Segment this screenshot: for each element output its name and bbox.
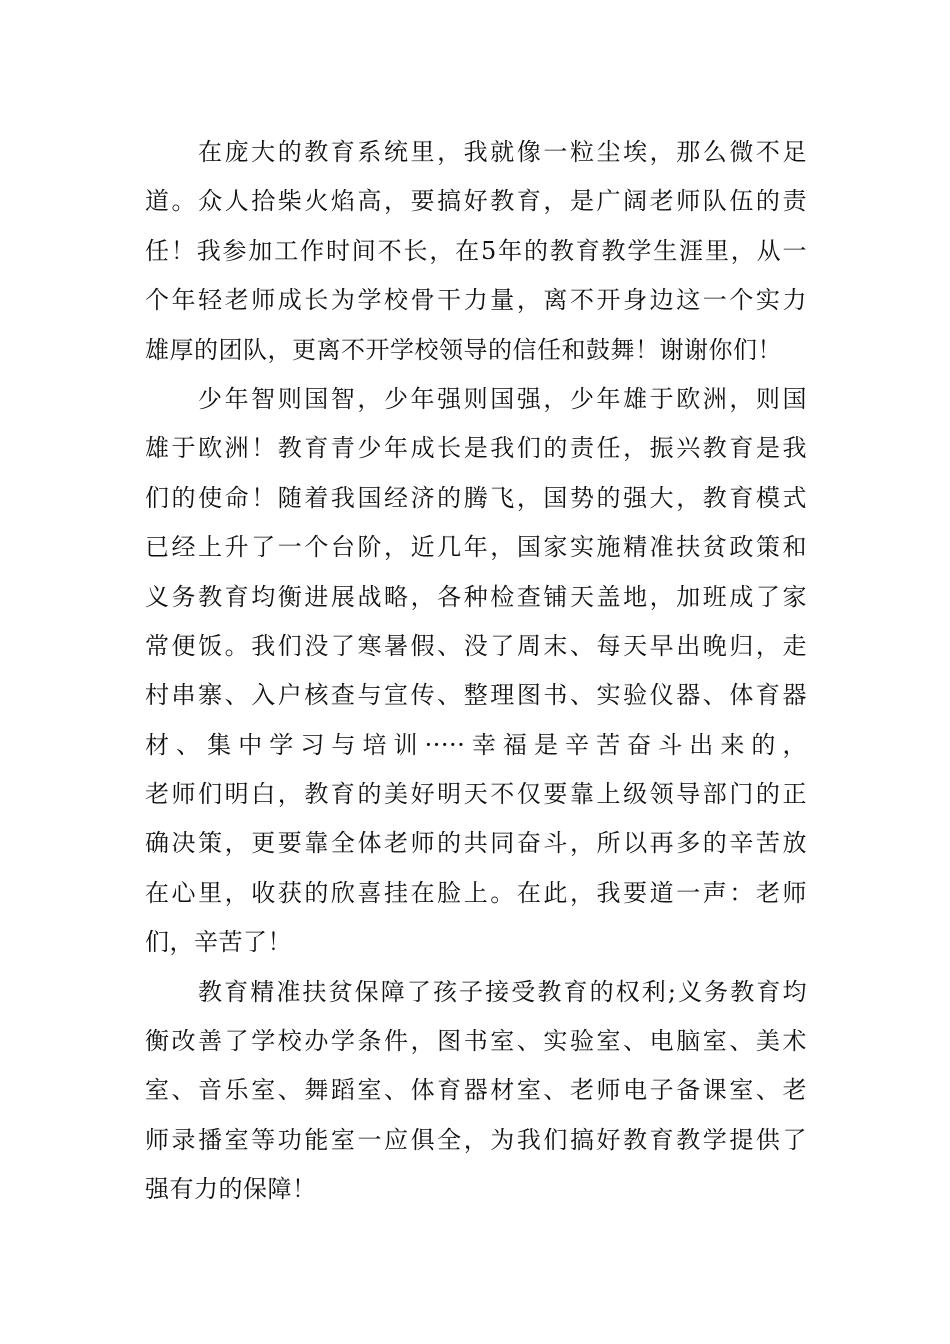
paragraph-line: 老师们明白，教育的美好明天不仅要靠上级领导部门的正 (145, 780, 807, 809)
paragraph-2 (145, 375, 807, 968)
paragraph-line: 们，辛苦了！ (145, 928, 292, 957)
paragraph-line: 村串寨、入户核查与宣传、整理图书、实验仪器、体育器 (145, 681, 807, 710)
paragraph-line: 雄于欧洲！教育青少年成长是我们的责任，振兴教育是我 (145, 434, 807, 463)
paragraph-line: 个年轻老师成长为学校骨干力量，离不开身边这一个实力 (145, 286, 807, 315)
paragraph-line: 们的使命！随着我国经济的腾飞，国势的强大，教育模式 (145, 483, 807, 512)
paragraph-line: 强有力的保障！ (145, 1175, 317, 1204)
paragraph-line: 道。众人拾柴火焰高，要搞好教育，是广阔老师队伍的责 (145, 187, 807, 216)
paragraph-line: 义务教育均衡进展战略，各种检查铺天盖地，加班成了家 (145, 582, 807, 611)
paragraph-line: 常便饭。我们没了寒暑假、没了周末、每天早出晚归，走 (145, 631, 807, 660)
paragraph-line: 确决策，更要靠全体老师的共同奋斗，所以再多的辛苦放 (145, 829, 807, 858)
paragraph-line: 任！我参加工作时间不长，在5年的教育教学生涯里，从一 (145, 236, 807, 265)
paragraph-line: 在心里，收获的欣喜挂在脸上。在此，我要道一声：老师 (145, 878, 807, 907)
paragraph-1 (145, 128, 807, 375)
paragraph-line: 材、集中学习与培训·····幸福是辛苦奋斗出来的， (145, 730, 807, 759)
document-page (145, 128, 807, 1215)
paragraph-line: 已经上升了一个台阶，近几年，国家实施精准扶贫政策和 (145, 533, 807, 562)
paragraph-line: 在庞大的教育系统里，我就像一粒尘埃，那么微不足 (198, 138, 807, 166)
paragraph-line: 室、音乐室、舞蹈室、体育器材室、老师电子备课室、老 (145, 1076, 807, 1105)
paragraph-line: 教育精准扶贫保障了孩子接受教育的权利;义务教育均 (198, 977, 807, 1006)
paragraph-3 (145, 968, 807, 1215)
paragraph-line: 少年智则国智，少年强则国强，少年雄于欧洲，则国 (198, 384, 807, 413)
paragraph-line: 衡改善了学校办学条件，图书室、实验室、电脑室、美术 (145, 1027, 807, 1056)
paragraph-line: 雄厚的团队，更离不开学校领导的信任和鼓舞！谢谢你们！ (145, 335, 782, 364)
paragraph-line: 师录播室等功能室一应俱全，为我们搞好教育教学提供了 (145, 1125, 807, 1154)
